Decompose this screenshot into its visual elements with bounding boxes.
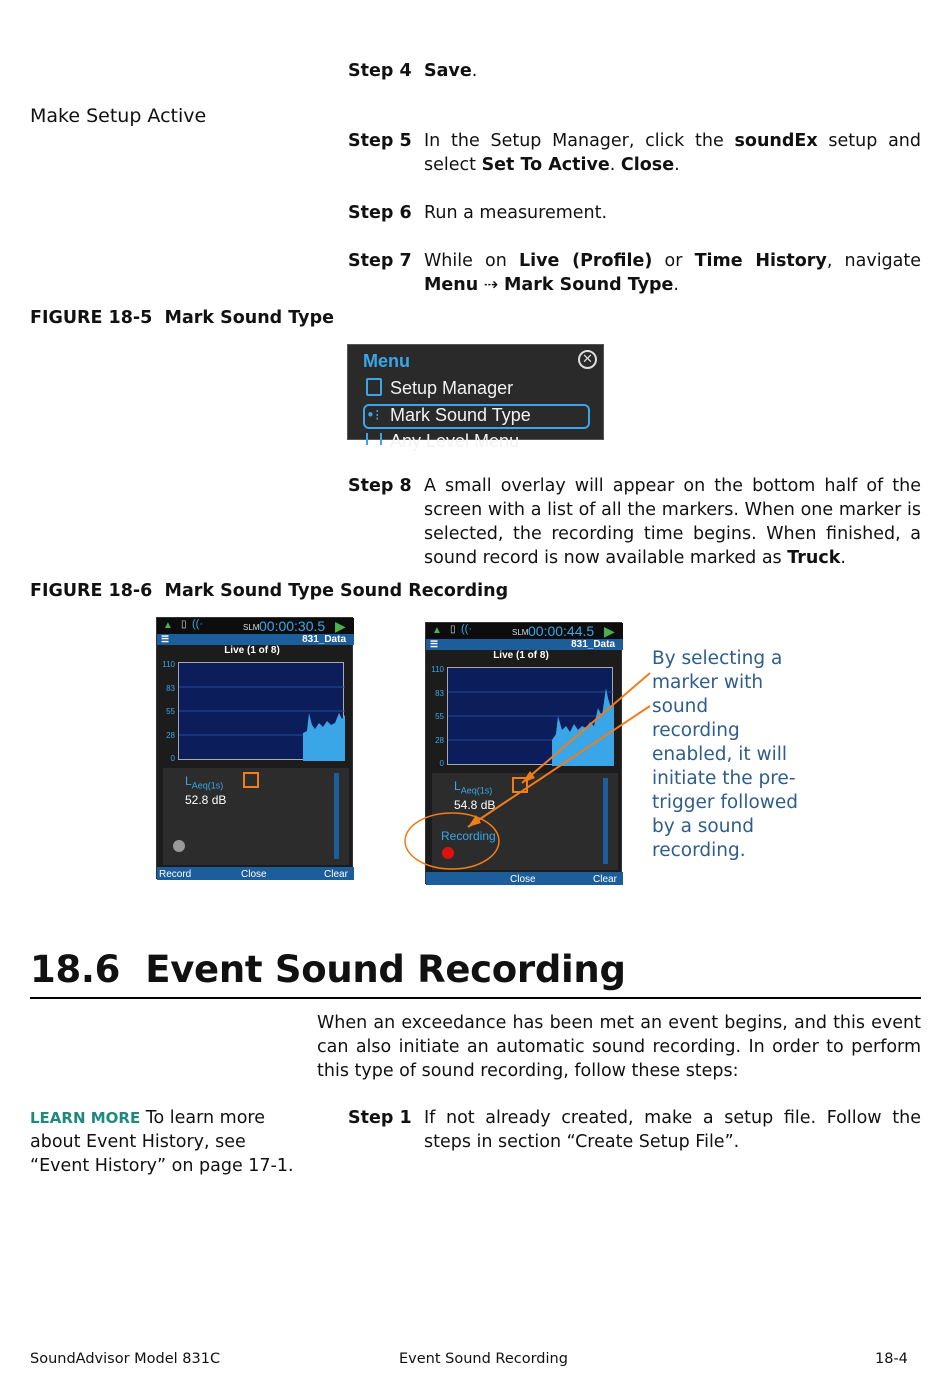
- live-view-label: Live (1 of 8): [224, 645, 280, 656]
- step-4-label: Step 4: [348, 61, 412, 81]
- section-intro: When an exceedance has been met an event begins, and this event can also initiate an automatic sound recording. In order to perform this type of sound recording, follow these steps:: [317, 1013, 921, 1081]
- power-icon: ▲: [163, 620, 173, 631]
- footer-center: Event Sound Recording: [399, 1351, 568, 1367]
- wifi-icon: ((·: [192, 618, 203, 630]
- figure-5-label: FIGURE 18-5: [30, 308, 153, 328]
- y-tick: 55: [435, 712, 444, 721]
- leq-label: $L_{Aeq(1s)}$: [454, 779, 493, 796]
- section-number: 18.6: [30, 948, 121, 991]
- close-button[interactable]: Close: [241, 869, 267, 880]
- mark-sound-type-icon: •⁝: [366, 406, 380, 424]
- footer-page-number: 18-4: [875, 1351, 908, 1367]
- figure-5-title: Mark Sound Type: [164, 308, 334, 328]
- step-6-label: Step 6: [348, 203, 412, 223]
- callout-arrow-to-marker: [522, 673, 650, 783]
- step-1-label: Step 1: [348, 1108, 412, 1128]
- clear-button[interactable]: Clear: [324, 869, 348, 880]
- figure-6-label: FIGURE 18-6: [30, 581, 153, 601]
- menu-icon[interactable]: ☰: [430, 639, 439, 649]
- leq-label: $L_{Aeq(1s)}$: [185, 774, 224, 791]
- y-tick: 0: [170, 754, 175, 763]
- y-tick: 28: [166, 731, 175, 740]
- event-history-link[interactable]: “Event History” on page 17-1.: [30, 1156, 294, 1176]
- step-4-text: Save.: [424, 61, 478, 81]
- section-title: Event Sound Recording: [145, 948, 626, 991]
- recording-label: Recording: [441, 829, 496, 843]
- callout-text: By selecting a marker with sound recording enabled, it will initiate the pre- trigger followed by a sound recording.: [652, 648, 799, 861]
- elapsed-time: 00:00:44.5: [528, 623, 595, 639]
- run-icon: ▶: [604, 623, 615, 639]
- footer-left: SoundAdvisor Model 831C: [30, 1351, 221, 1367]
- file-name: 831_Data: [571, 639, 615, 650]
- run-icon: ▶: [335, 618, 346, 634]
- menu-item-any-level-menu[interactable]: Any Level Menu: [390, 431, 520, 451]
- y-tick: 110: [431, 665, 444, 674]
- learn-more-tag: LEARN MORE: [30, 1109, 141, 1127]
- step-1-text: If not already created, make a setup file. Follow the steps in section “Create Setup File”.: [424, 1108, 921, 1152]
- learn-more-note: LEARN MORE To learn more about Event History, see “Event History” on page 17-1.: [30, 1108, 294, 1176]
- slm-label: SLM: [512, 628, 529, 637]
- y-tick: 110: [162, 660, 175, 669]
- y-tick: 28: [435, 736, 444, 745]
- menu-icon[interactable]: ☰: [161, 634, 170, 644]
- step-5-label: Step 5: [348, 131, 412, 151]
- step-5-text: In the Setup Manager, click the soundEx setup and select Set To Active. Close.: [424, 131, 921, 175]
- y-tick: 83: [166, 684, 175, 693]
- y-tick: 0: [439, 759, 444, 768]
- live-view-label: Live (1 of 8): [493, 650, 549, 661]
- step-8-label: Step 8: [348, 476, 412, 496]
- recording-highlight-ellipse: [405, 813, 499, 869]
- callout-arrow-to-recording: [468, 706, 650, 827]
- step-6-text: Run a measurement.: [424, 203, 608, 223]
- power-icon: ▲: [432, 625, 442, 636]
- side-heading: Make Setup Active: [30, 105, 207, 127]
- step-7-label: Step 7: [348, 251, 412, 271]
- figure-6-title: Mark Sound Type Sound Recording: [164, 581, 509, 601]
- leq-value: 52.8 dB: [185, 793, 227, 807]
- record-button[interactable]: Record: [159, 869, 192, 880]
- leq-value: 54.8 dB: [454, 798, 496, 812]
- close-button[interactable]: Close: [510, 874, 536, 885]
- menu-item-setup-manager[interactable]: Setup Manager: [390, 378, 514, 398]
- menu-title: Menu: [363, 351, 410, 371]
- file-name: 831_Data: [302, 634, 346, 645]
- battery-icon: ▯: [181, 619, 187, 630]
- section-heading: [30, 948, 626, 991]
- step-7-text: While on Live (Profile) or Time History, navigate Menu ⇢ Mark Sound Type.: [424, 251, 922, 295]
- elapsed-time: 00:00:30.5: [259, 618, 326, 634]
- section-rule: [30, 997, 921, 999]
- battery-icon: ▯: [450, 624, 456, 635]
- wifi-icon: ((·: [461, 623, 472, 635]
- y-tick: 83: [435, 689, 444, 698]
- clear-button[interactable]: Clear: [593, 874, 617, 885]
- slm-label: SLM: [243, 623, 260, 632]
- close-icon[interactable]: ✕: [578, 350, 597, 369]
- y-tick: 55: [166, 707, 175, 716]
- menu-item-mark-sound-type[interactable]: Mark Sound Type: [390, 405, 531, 425]
- step-8-text: A small overlay will appear on the bottom half of the screen with a list of all the markers. When one marker is selected, the recording time begins. When finished, a sound record is now available marked as Truck.: [424, 476, 921, 568]
